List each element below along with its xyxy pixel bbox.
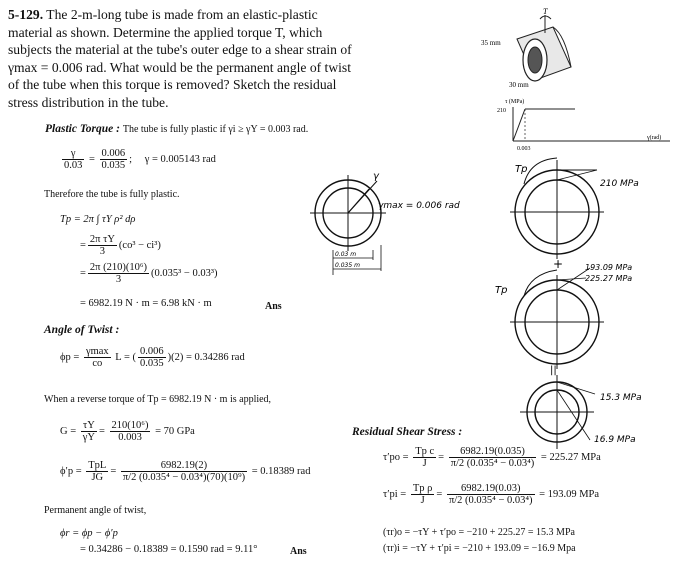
torque-eq-step3: = $\frac{\text{2π (210)(10⁶)}}{3}$ (0.035³ − 0.03³)	[80, 262, 218, 285]
phi2-num1: TpL	[88, 460, 107, 471]
g-lhs: G =	[60, 425, 77, 437]
stress-193-label: 193.09 MPa	[585, 263, 633, 272]
torque-answer-tag: Ans	[265, 301, 282, 312]
angle-twist-heading: Angle of Twist :	[44, 324, 120, 336]
res2-den2: π/2 (0.035⁴ − 0.03⁴)	[448, 495, 533, 506]
plastic-torque-heading	[45, 123, 308, 135]
phi-prime-eq: ϕ′p = $\frac{\text{TpL}}{JG}$ = $\frac{6982.19(2)}{\text{π/2 (0.035⁴ − 0.03⁴)(70)(10⁹)}}$ = 0.18389 rad	[60, 460, 311, 483]
res2-den1: J	[420, 495, 425, 506]
ratio-result: γ = 0.005143 rad	[144, 153, 216, 165]
res2-lhs: τ′pi =	[383, 488, 407, 500]
eq3-den: 3	[115, 274, 122, 285]
ratio-lhs-num: γ	[62, 148, 84, 160]
fully-plastic-conclusion: Therefore the tube is fully plastic.	[44, 189, 180, 200]
tube-inner-label: 30 mm	[509, 81, 529, 89]
problem-text: The 2-m-long tube is made from an elastic-plastic material as shown. Determine the applied torque T, which subjects the material at the tube's outer edge to a shear strain of γmax = 0.006 rad. What would be the permanent angle of twist of the tube when this torque is removed? Sketch the residual stress distribution in the tube.	[8, 7, 352, 110]
phi-r-eq: ϕr = ϕp − ϕ′p	[60, 528, 118, 539]
g-den1: γY	[82, 432, 95, 443]
stress-plus-sign: +	[553, 257, 564, 271]
phi-num: γmax	[85, 346, 109, 357]
stress-tp-mid: Tp	[495, 285, 508, 296]
reverse-torque-text: When a reverse torque of Tp = 6982.19 N · m is applied,	[44, 394, 272, 405]
residual-outer-result: (τr)o = −τY + τ′po = −210 + 225.27 = 15.3 MPa	[383, 527, 575, 538]
stress-equals-sign: ||	[550, 365, 557, 376]
eq2-num: 2π τY	[89, 234, 115, 245]
g-num1: τY	[81, 420, 97, 432]
twist-answer-tag: Ans	[290, 546, 307, 557]
residual-stress-ring	[520, 375, 595, 449]
res1-den2: π/2 (0.035⁴ − 0.03⁴)	[450, 458, 535, 469]
eq2-den: 3	[99, 246, 106, 257]
stress-153-label: 15.3 MPa	[600, 393, 642, 403]
residual-heading: Residual Shear Stress :	[352, 426, 463, 438]
residual-inner-eq: τ′pi = $\frac{\text{Tp ρ}}{J}$ = $\frac{6982.19(0.03)}{\text{π/2 (0.035⁴ − 0.03⁴)}}$ = 193.09 MPa	[383, 483, 600, 506]
strain-gamma-max-label: γmax = 0.006 rad	[378, 201, 460, 211]
phi-den: co	[92, 358, 103, 369]
stress-225-label: 225.27 MPa	[585, 274, 633, 283]
g-result: = 70 GPa	[155, 425, 195, 437]
graph-y-value: 210	[497, 108, 506, 114]
phi-r-result: = 0.34286 − 0.18389 = 0.1590 rad = 9.11°	[80, 544, 258, 555]
strain-ratio-eq: $\frac{\gamma}{0.03}$ = $\frac{0.006}{0.035}$ ; γ = 0.005143 rad	[64, 148, 216, 171]
plastic-torque-intro: The tube is fully plastic if γi ≥ γY = 0.003 rad.	[122, 124, 309, 135]
g-num2: 210(10⁶)	[111, 420, 149, 431]
eq3-tail: (0.035³ − 0.03³)	[151, 267, 218, 279]
stress-210-label: 210 MPa	[600, 179, 639, 189]
problem-number: 5-129.	[8, 7, 44, 22]
phi2-lhs: ϕ′p =	[60, 465, 82, 477]
res1-lhs: τ′po =	[383, 451, 409, 463]
phi2-den1: JG	[91, 472, 104, 483]
torque-eq-integral: Tp = 2π ∫ τY ρ² dρ	[60, 214, 136, 225]
graph-x-axis-label: γ(rad)	[647, 135, 662, 141]
strain-gamma-label: γ	[373, 171, 379, 182]
res1-num2: 6982.19(0.035)	[449, 446, 537, 458]
stress-tp-top: Tp	[515, 164, 528, 175]
phi2-den2: π/2 (0.035⁴ − 0.03⁴)(70)(10⁹)	[122, 472, 246, 483]
phi-result: (2) = 0.34286 rad	[171, 351, 245, 363]
res1-num1: Tp c	[415, 446, 435, 457]
phi2-num2: 6982.19(2)	[121, 460, 247, 472]
phi-p-eq: ϕp = $\frac{\gamma\max}{co}$ L = ( $\frac{0.006}{0.035}$ )(2) = 0.34286 rad	[60, 346, 245, 369]
tube-figure	[465, 5, 675, 155]
ratio-rhs-num: 0.006	[101, 148, 126, 159]
tube-drawing	[517, 15, 571, 81]
strain-d2-label: 0.035 m	[335, 262, 360, 269]
res1-result: = 225.27 MPa	[540, 451, 601, 463]
res2-result: = 193.09 MPa	[539, 488, 600, 500]
shear-modulus-eq: G = $\frac{\tau Y}{\gamma Y}$ = $\frac{\text{210(10⁶)}}{0.003}$ = 70 GPa	[60, 420, 195, 443]
plastic-torque-heading-text: Plastic Torque :	[45, 123, 120, 135]
res1-den1: J	[422, 458, 427, 469]
strain-sketch	[305, 165, 490, 285]
residual-inner-result: (τr)i = −τY + τ′pi = −210 + 193.09 = −16.9 Mpa	[383, 543, 576, 554]
problem-statement	[8, 6, 354, 112]
residual-outer-eq: τ′po = $\frac{\text{Tp c}}{J}$ = $\frac{6982.19(0.035)}{\text{π/2 (0.035⁴ − 0.03⁴)}}$ = 225.27 MPa	[383, 446, 601, 469]
graph-y-axis-label: τ (MPa)	[505, 99, 525, 105]
g-den2: 0.003	[118, 432, 142, 443]
ratio-lhs-den: 0.03	[64, 160, 83, 171]
res2-num1: Tp ρ	[412, 483, 433, 494]
stress-169-label: 16.9 MPa	[594, 435, 636, 445]
stress-sketch	[490, 150, 680, 450]
torque-eq-result: = 6982.19 N · m = 6.98 kN · m	[80, 298, 212, 309]
torque-eq-step2: = $\frac{\text{2π τY}}{3}$ (co³ − ci³)	[80, 234, 161, 257]
phi-num2: 0.006	[140, 346, 164, 357]
phi-den2: 0.035	[140, 358, 164, 369]
phi-mid: L =	[115, 351, 130, 363]
strain-rings	[310, 175, 386, 275]
eq2-tail: (co³ − ci³)	[118, 239, 161, 251]
ratio-rhs-den: 0.035	[101, 160, 126, 171]
res2-num2: 6982.19(0.03)	[447, 483, 535, 495]
tube-outer-label: 35 mm	[481, 39, 501, 47]
reverse-stress-ring	[510, 268, 604, 369]
strain-d1-label: 0.03 m	[335, 251, 357, 258]
phi2-result: = 0.18389 rad	[251, 465, 311, 477]
graph-x-value: 0.003	[517, 146, 531, 152]
tube-torque-label: T	[543, 7, 548, 16]
phi-lhs: ϕp =	[60, 351, 80, 363]
eq3-num: 2π (210)(10⁶)	[89, 262, 147, 273]
permanent-twist-text: Permanent angle of twist,	[44, 505, 147, 516]
